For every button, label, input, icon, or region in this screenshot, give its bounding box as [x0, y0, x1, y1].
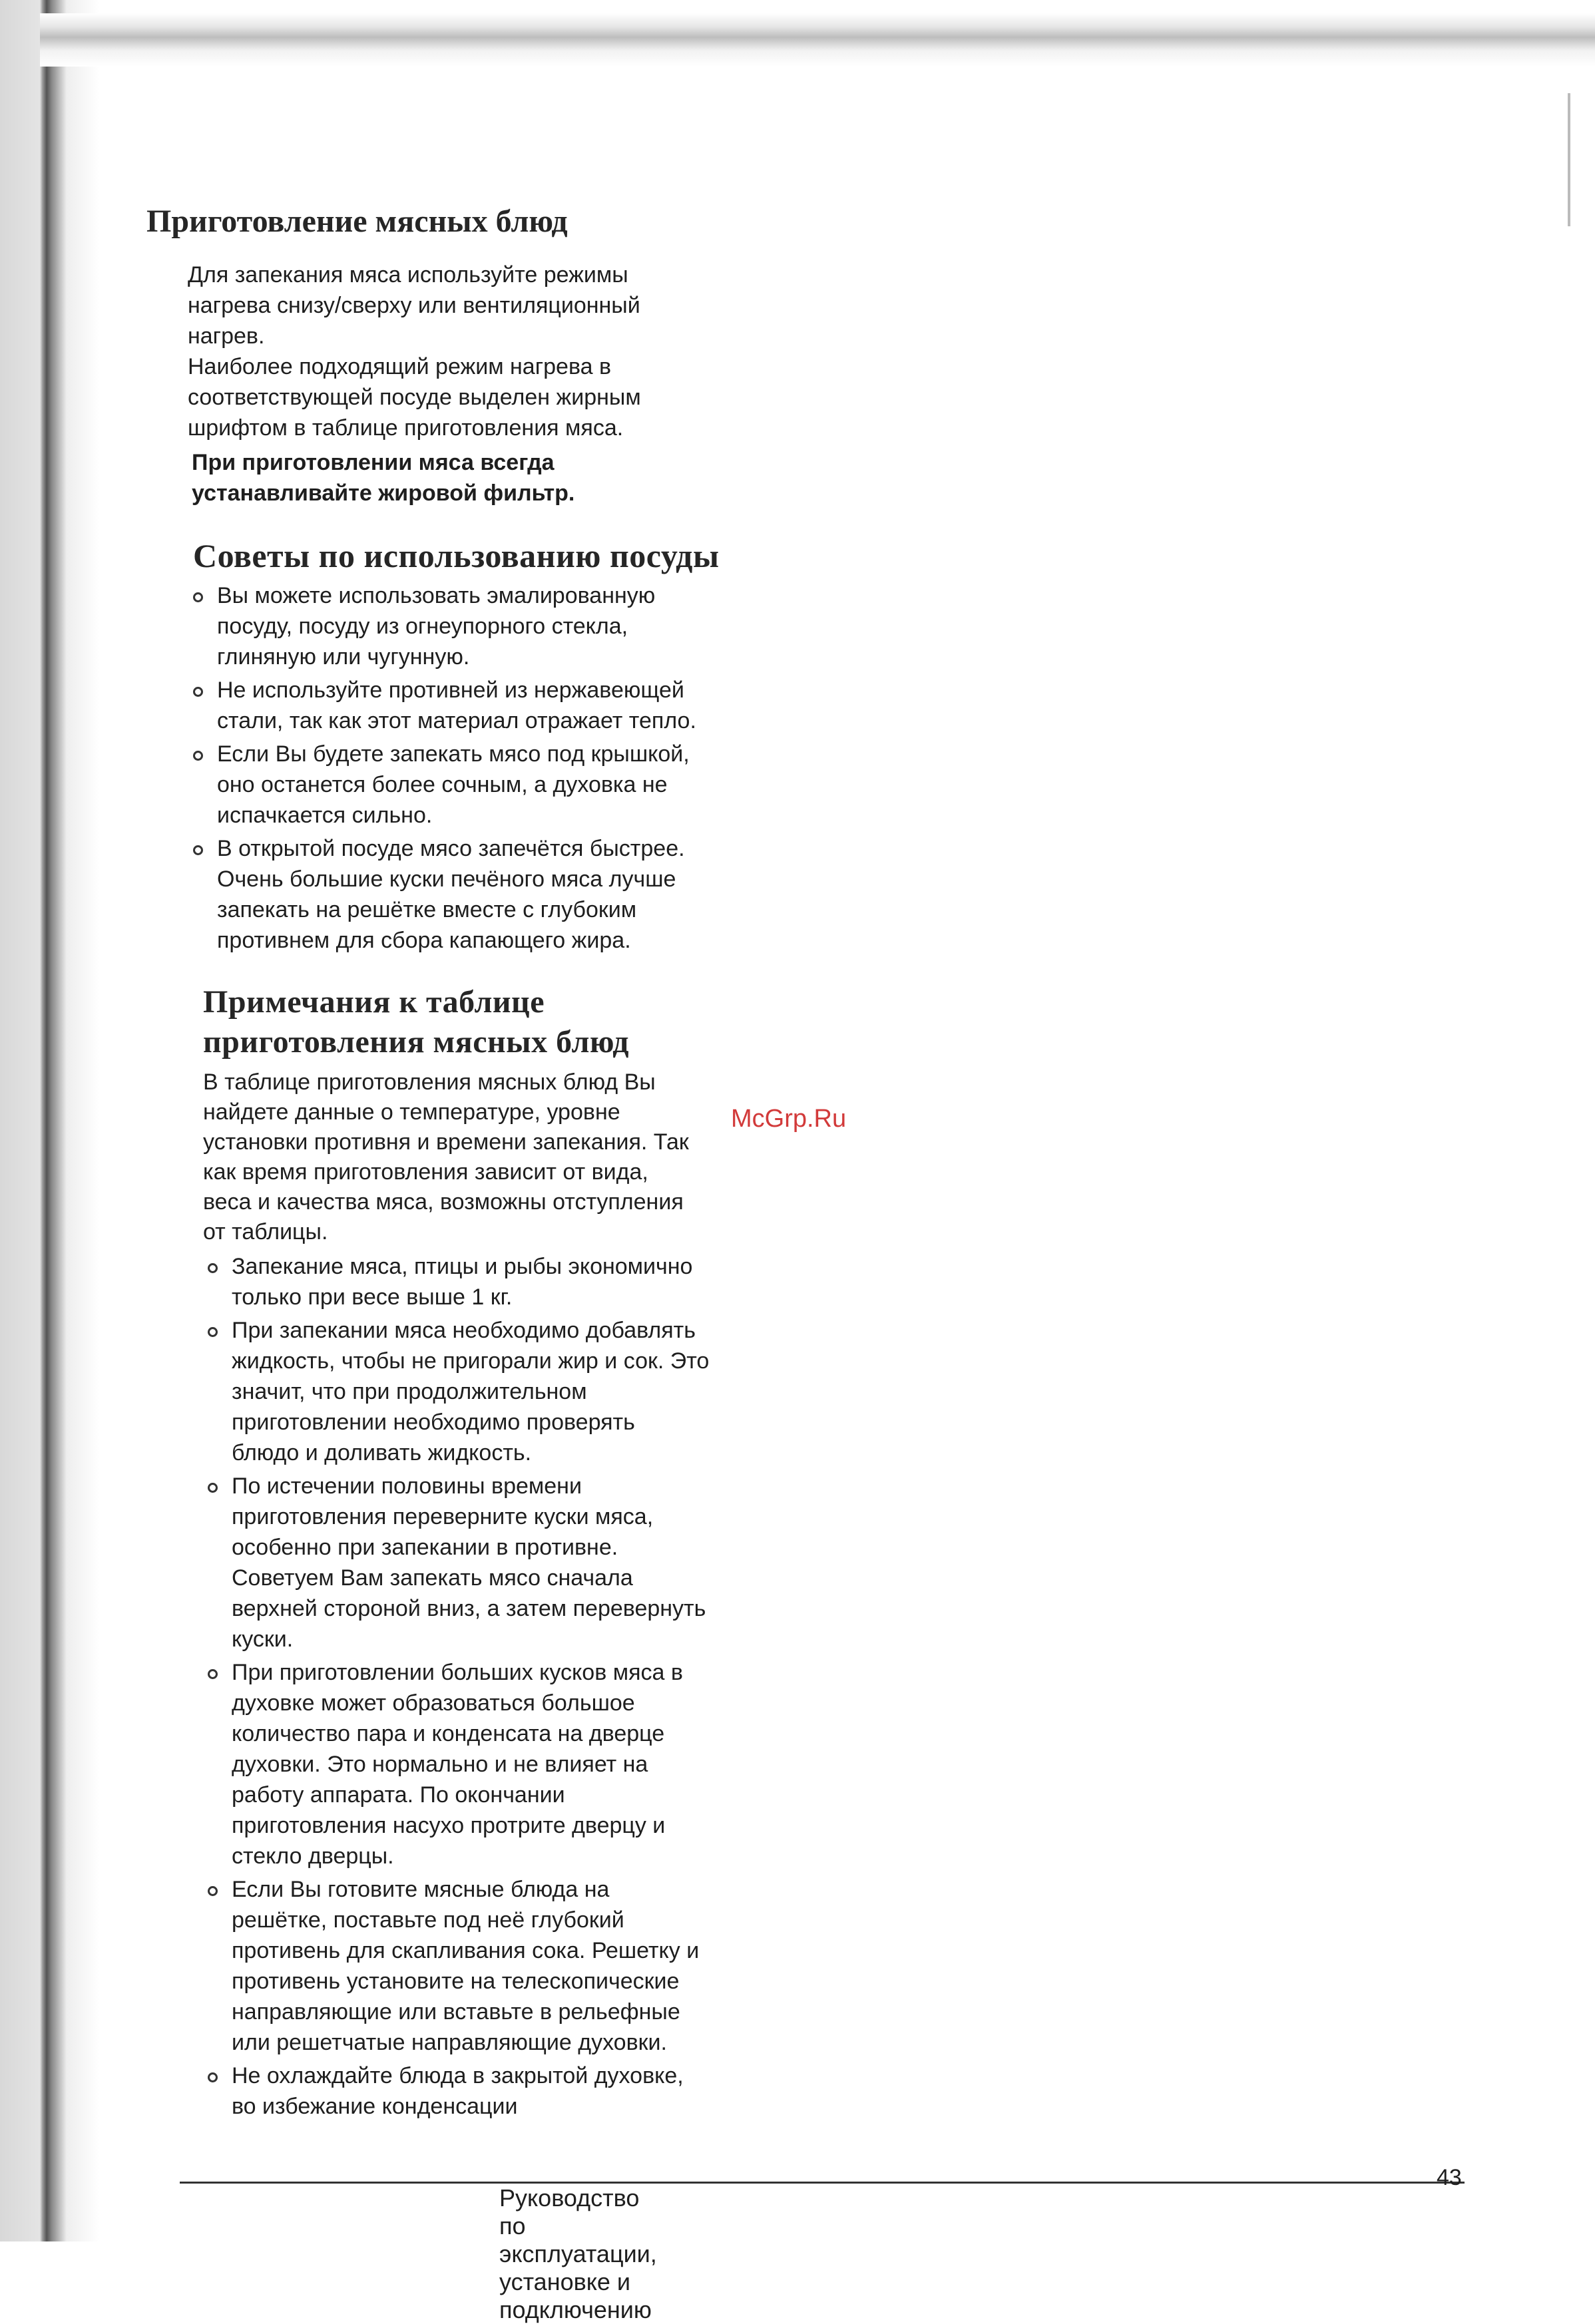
item-line: решётке, поставьте под неё глубокий	[232, 1907, 624, 1933]
item-line: стали, так как этот материал отражает тепло.	[217, 708, 696, 733]
notes-intro-line: как время приготовления зависит от вида,	[203, 1159, 648, 1185]
watermark: McGrp.Ru	[731, 1105, 847, 1133]
list-item	[208, 1251, 873, 1312]
item-line: количество пара и конденсата на дверце	[232, 1721, 665, 1746]
item-line: При приготовлении больших кусков мяса в	[232, 1660, 683, 1685]
list-item	[193, 580, 859, 672]
list-item	[193, 739, 859, 831]
grease-filter-warning	[192, 447, 857, 508]
notes-intro-line: веса и качества мяса, возможны отступления	[203, 1189, 684, 1215]
list-item	[208, 1315, 873, 1468]
tips-list	[193, 580, 859, 958]
heading-notes	[203, 982, 629, 1062]
footer-divider	[180, 2182, 1465, 2184]
intro-line: Для запекания мяса используйте режимы	[188, 262, 628, 288]
item-line: В открытой посуде мясо запечётся быстрее.	[217, 836, 685, 861]
item-line: Советуем Вам запекать мясо сначала	[232, 1565, 633, 1591]
item-line: Запекание мяса, птицы и рыбы экономично	[232, 1254, 693, 1279]
item-line: оно останется более сочным, а духовка не	[217, 772, 668, 797]
item-line: во избежание конденсации	[232, 2094, 518, 2119]
item-line: направляющие или вставьте в рельефные	[232, 1999, 680, 2025]
intro-line: Наиболее подходящий режим нагрева в	[188, 354, 612, 379]
list-item	[208, 2060, 873, 2122]
heading-main: Приготовление мясных блюд	[146, 204, 568, 239]
warning-line: При приготовлении мяса всегда	[192, 450, 555, 475]
intro-line: соответствующей посуде выделен жирным	[188, 385, 641, 410]
item-line: глиняную или чугунную.	[217, 644, 470, 670]
list-item	[193, 833, 859, 956]
item-line: куски.	[232, 1627, 294, 1652]
page-number: 43	[1437, 2165, 1462, 2190]
intro-line: нагрев.	[188, 323, 265, 349]
item-line: блюдо и доливать жидкость.	[232, 1440, 532, 1465]
item-line: Если Вы готовите мясные блюда на	[232, 1877, 610, 1902]
item-line: Не охлаждайте блюда в закрытой духовке,	[232, 2063, 684, 2088]
item-line: Вы можете использовать эмалированную	[217, 583, 656, 608]
item-line: особенно при запекании в противне.	[232, 1535, 618, 1560]
heading-line: приготовления мясных блюд	[203, 1024, 630, 1060]
scan-left-edge	[0, 0, 100, 2241]
item-line: работу аппарата. По окончании	[232, 1782, 565, 1808]
item-line: значит, что при продолжительном	[232, 1379, 587, 1404]
scan-right-mark	[1568, 93, 1570, 226]
heading-tips: Советы по использованию посуды	[193, 537, 720, 574]
scan-top-edge	[40, 13, 1595, 67]
list-item	[208, 1657, 873, 1871]
intro-line: шрифтом в таблице приготовления мяса.	[188, 415, 624, 441]
list-item	[193, 675, 859, 736]
item-line: только при весе выше 1 кг.	[232, 1284, 513, 1310]
item-line: посуду, посуду из огнеупорного стекла,	[217, 614, 628, 639]
item-line: стекло дверцы.	[232, 1843, 394, 1869]
item-line: противнем для сбора капающего жира.	[217, 928, 631, 953]
intro-line: нагрева снизу/сверху или вентиляционный	[188, 293, 640, 318]
list-item	[208, 1471, 873, 1654]
notes-intro-line: В таблице приготовления мясных блюд Вы	[203, 1069, 656, 1095]
item-line: По истечении половины времени	[232, 1473, 582, 1499]
item-line: При запекании мяса необходимо добавлять	[232, 1318, 696, 1343]
item-line: Очень большие куски печёного мяса лучше	[217, 867, 676, 892]
item-line: духовки. Это нормально и не влияет на	[232, 1752, 648, 1777]
item-line: или решетчатые направляющие духовки.	[232, 2030, 667, 2055]
item-line: приготовлении необходимо проверять	[232, 1410, 635, 1435]
notes-intro-line: установки противня и времени запекания. Так	[203, 1129, 689, 1155]
item-line: приготовления переверните куски мяса,	[232, 1504, 654, 1529]
item-line: противень установите на телескопические	[232, 1969, 680, 1994]
heading-line: Примечания к таблице	[203, 984, 545, 1020]
intro-paragraph	[188, 260, 853, 443]
item-line: Если Вы будете запекать мясо под крышкой,	[217, 741, 690, 767]
list-item	[208, 1874, 873, 2058]
footer-title: Руководство по эксплуатации, установке и подключению	[499, 2184, 657, 2323]
item-line: жидкость, чтобы не пригорали жир и сок. Это	[232, 1348, 710, 1374]
item-line: приготовления насухо протрите дверцу и	[232, 1813, 666, 1838]
item-line: верхней стороной вниз, а затем перевернуть	[232, 1596, 706, 1621]
item-line: испачкается сильно.	[217, 803, 433, 828]
notes-list	[208, 1251, 873, 2124]
notes-intro-paragraph	[203, 1067, 869, 1247]
item-line: запекать на решётке вместе с глубоким	[217, 897, 637, 922]
notes-intro-line: найдете данные о температуре, уровне	[203, 1099, 620, 1125]
item-line: Не используйте противней из нержавеющей	[217, 678, 684, 703]
warning-line: устанавливайте жировой фильтр.	[192, 481, 575, 506]
item-line: духовке может образоваться большое	[232, 1690, 635, 1716]
notes-intro-line: от таблицы.	[203, 1219, 328, 1245]
item-line: противень для скапливания сока. Решетку и	[232, 1938, 700, 1963]
